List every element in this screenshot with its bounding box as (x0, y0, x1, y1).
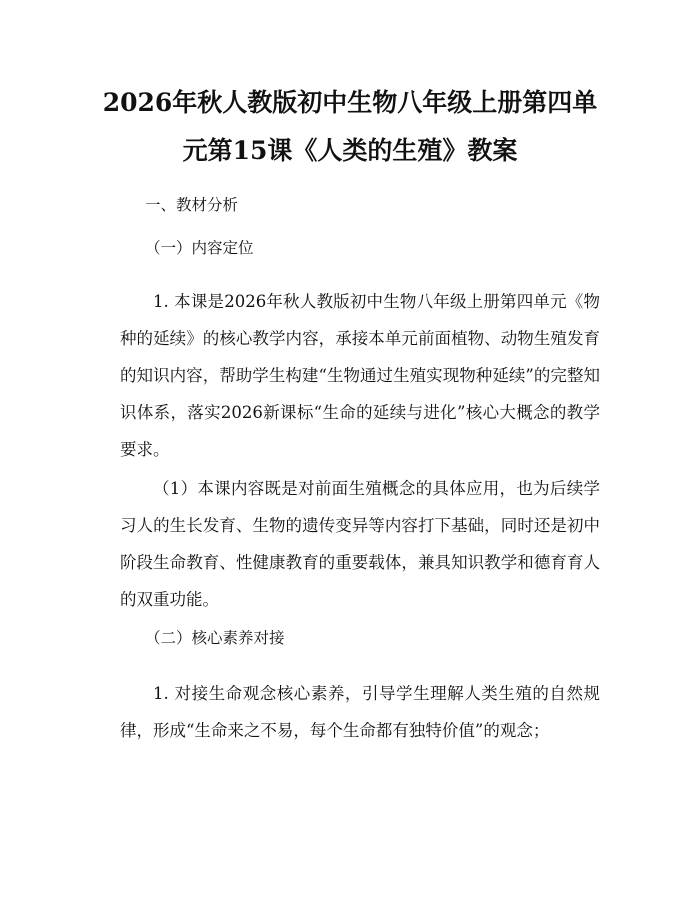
subsection-heading-core-literacy: （二）核心素养对接 (145, 629, 285, 647)
paragraph-lesson-overview: 1. 本课是2026年秋人教版初中生物八年级上册第四单元《物种的延续》的核心教学内容，承接本单元前面植物、动物生殖发育的知识内容，帮助学生构建“生物通过生殖实现物种延续”的完整知识体系，落实2026新课标“生命的延续与进化”核心大概念的教学要求。 (120, 292, 600, 459)
subsection-heading-content-positioning: （一）内容定位 (145, 239, 254, 257)
paragraph-content-application: （1）本课内容既是对前面生殖概念的具体应用，也为后续学习人的生长发育、生物的遗传变异等内容打下基础，同时还是初中阶段生命教育、性健康教育的重要载体，兼具知识教学和德育育人的双重功能。 (120, 479, 600, 609)
section-heading-textbook-analysis: 一、教材分析 (145, 196, 239, 214)
paragraph-life-concept: 1. 对接生命观念核心素养，引导学生理解人类生殖的自然规律，形成“生命来之不易，每个生命都有独特价值”的观念； (120, 684, 600, 740)
document-title-line-1: 2026年秋人教版初中生物八年级上册第四单 (102, 88, 598, 117)
document-title-line-2: 元第15课《人类的生殖》教案 (182, 136, 518, 165)
